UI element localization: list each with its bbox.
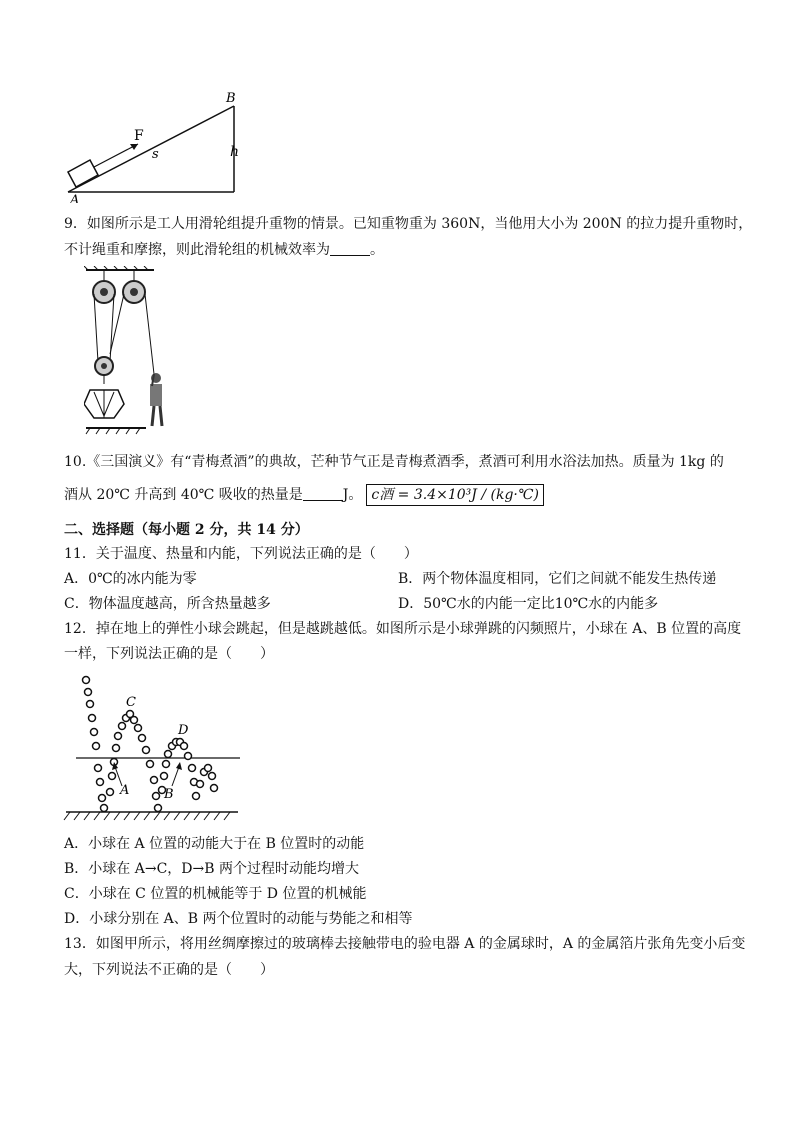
- q9-line2: [64, 240, 384, 260]
- q10-line2: [64, 484, 544, 506]
- section-title: 二、选择题（每小题 2 分，共 14 分）: [64, 522, 309, 538]
- label-s: s: [152, 147, 159, 162]
- label-c: C: [126, 695, 136, 710]
- label-h: h: [230, 144, 240, 160]
- pulley-figure: [84, 266, 194, 441]
- q11-option-a: A．0℃的冰内能为零: [64, 571, 197, 587]
- q13-line1: 13．如图甲所示，将用丝绸摩擦过的玻璃棒去接触带电的验电器 A 的金属球时，A 的金属箔片张角先变小后变: [64, 936, 746, 952]
- q12-option-b: B．小球在 A→C，D→B 两个过程时动能均增大: [64, 861, 359, 877]
- label-b: B: [164, 787, 174, 802]
- answer-blank[interactable]: [303, 486, 343, 501]
- specific-heat-formula: c酒 = 3.4×10³J / (kg·℃): [366, 484, 544, 506]
- q9-line2-post: 。: [370, 242, 384, 258]
- q12-option-c: C．小球在 C 位置的机械能等于 D 位置的机械能: [64, 886, 367, 902]
- q11-option-d: D．50℃水的内能一定比10℃水的内能多: [398, 596, 659, 612]
- q9-line1: 9．如图所示是工人用滑轮组提升重物的情景。已知重物重为 360N，当他用大小为 200N 的拉力提升重物时，: [64, 216, 753, 232]
- label-a: A: [70, 193, 80, 203]
- label-d: D: [178, 723, 189, 738]
- q9-line2-pre: 不计绳重和摩擦，则此滑轮组的机械效率为: [64, 242, 330, 258]
- bounce-figure: [60, 672, 240, 824]
- q11-stem: 11．关于温度、热量和内能，下列说法正确的是（ ）: [64, 546, 418, 562]
- q12-option-d: D．小球分别在 A、B 两个位置时的动能与势能之和相等: [64, 911, 413, 927]
- q10-line1: 10.《三国演义》有“青梅煮酒”的典故，芒种节气正是青梅煮酒季，煮酒可利用水浴法加热。质量为 1kg 的: [64, 454, 724, 470]
- q13-line2: 大，下列说法不正确的是（ ）: [64, 962, 274, 978]
- label-a: A: [120, 783, 130, 798]
- q10-line2-pre: 酒从 20℃ 升高到 40℃ 吸收的热量是: [64, 487, 303, 503]
- q11-option-b: B．两个物体温度相同，它们之间就不能发生热传递: [398, 571, 717, 587]
- q12-line2: 一样，下列说法正确的是（ ）: [64, 646, 274, 662]
- label-f: F: [134, 128, 144, 144]
- answer-blank[interactable]: [330, 241, 370, 256]
- incline-figure: [60, 88, 250, 203]
- q12-option-a: A．小球在 A 位置的动能大于在 B 位置时的动能: [64, 836, 365, 852]
- q10-line2-post: J。: [342, 487, 363, 503]
- q12-line1: 12．掉在地上的弹性小球会跳起，但是越跳越低。如图所示是小球弹跳的闪频照片，小球在 A、B 位置的高度: [64, 621, 742, 637]
- q11-option-c: C．物体温度越高，所含热量越多: [64, 596, 271, 612]
- label-b: B: [226, 91, 236, 106]
